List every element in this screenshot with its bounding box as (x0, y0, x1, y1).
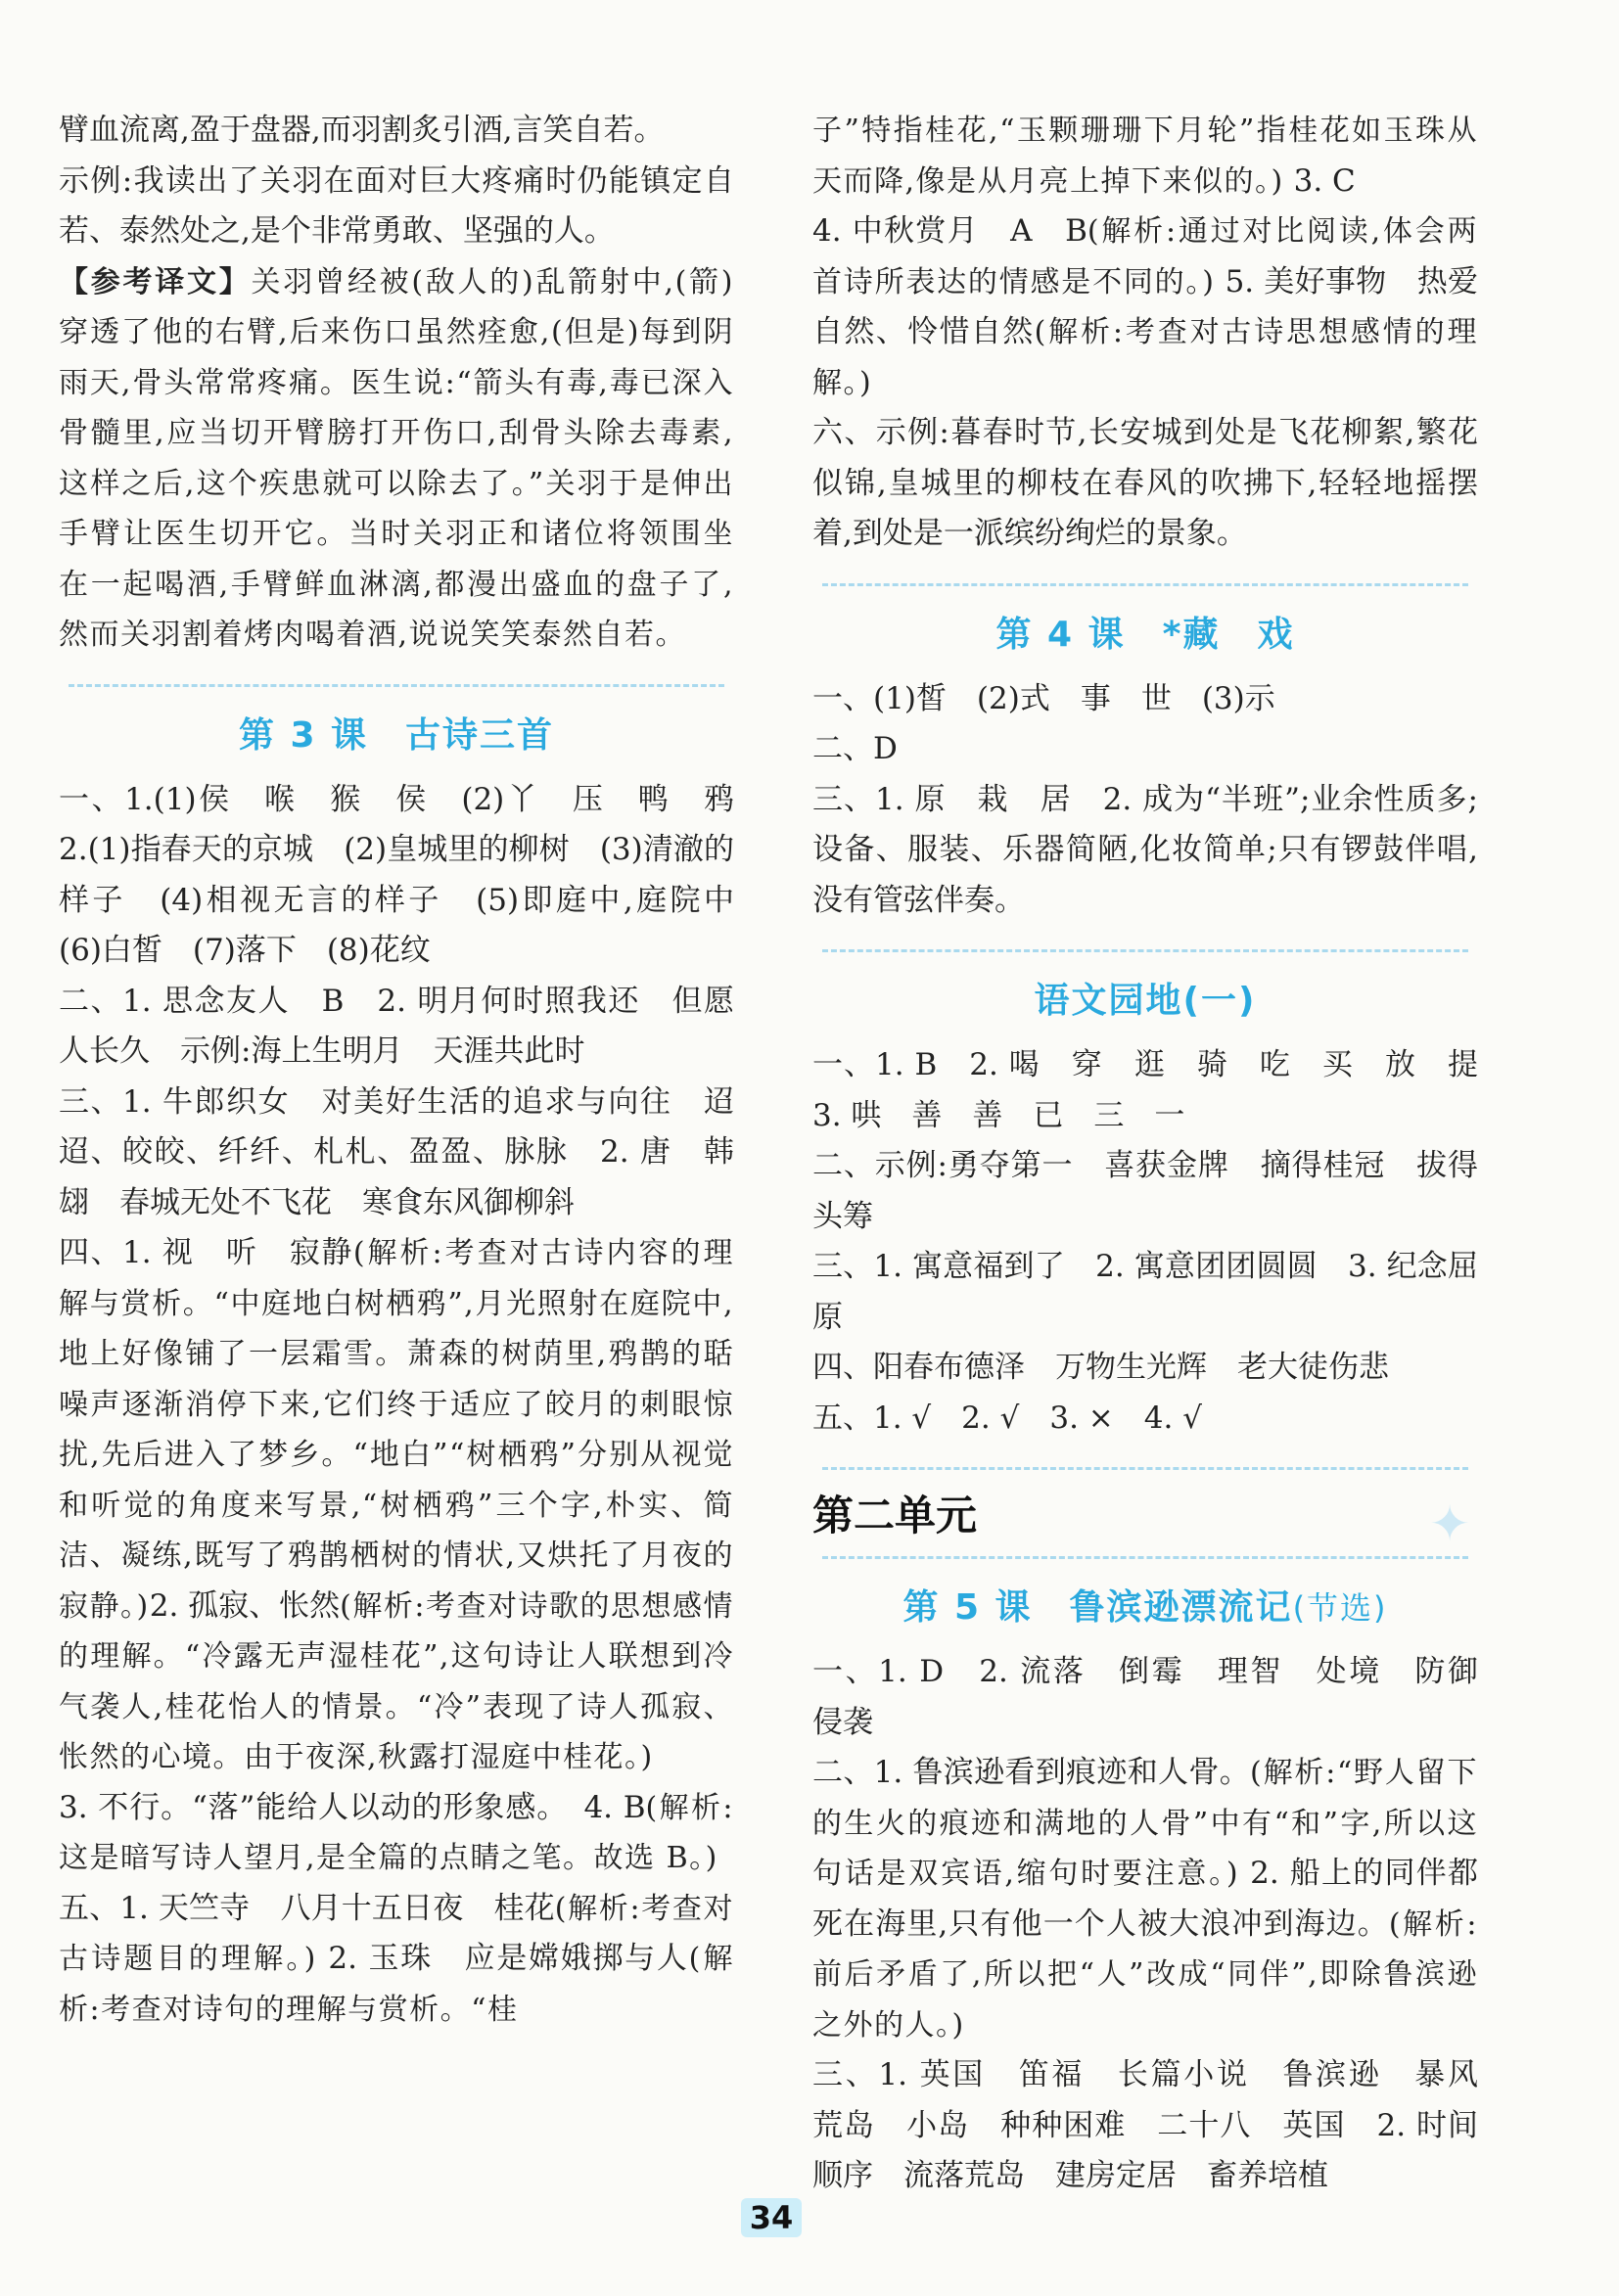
page-number: 34 (741, 2198, 802, 2237)
right-column (812, 106, 1508, 2202)
answer-item: 三、1. 寓意福到了 2. 寓意团团圆圆 3. 纪念屈原 (812, 1249, 1478, 1335)
unit-title: 第二单元 (812, 1492, 978, 1539)
answer-head: 4. 中秋赏月 A B (812, 213, 1087, 249)
answer-item (59, 1783, 734, 1884)
garden-title: 语文园地(一) (1034, 981, 1257, 1021)
answer-item: 三、1. 牛郎织女 对美好生活的追求与向往 迢迢、皎皎、纤纤、札札、盈盈、脉脉 2. 唐 韩翃 春城无处不飞花 寒食东风御柳斜 (59, 1083, 734, 1220)
explanation: (解析:“野人留下的生火的痕迹和满地的人骨”中有“和”字,所以这句话是双宾语,缩句时要注意。) (812, 1756, 1478, 1891)
lesson-title-3: 第 3 课 古诗三首 (238, 714, 555, 756)
section-divider (822, 949, 1468, 952)
answer-head: 3. C (1293, 162, 1356, 199)
section-divider (822, 1556, 1468, 1559)
section-divider (69, 684, 724, 687)
lesson-title-5 (812, 1579, 1478, 1637)
text-para: 臂血流离,盈于盘器,而羽割炙引酒,言笑自若。 (59, 113, 665, 148)
explanation: (解析:考查对古诗内容的理解与赏析。“中庭地白树栖鸦”,月光照射在庭院中,地上好像铺了一层霜雪。萧森的树荫里,鸦鹊的聒噪声逐渐消停下来,它们终于适应了皎月的刺眼惊扰,先后进入了梦乡。“地白”“树栖鸦”分别从视觉和听觉的角度来写景,“树栖鸦”三个字,朴实、简洁、凝练,既写了鸦鹊栖树的情状,又烘托了月夜的寂静。) (59, 1236, 734, 1624)
answer-head: 5. 美好事物 热爱自然、怜惜自然 (812, 263, 1478, 349)
lesson-title-4: 第 4 课 *藏 戏 (995, 614, 1295, 655)
translation-text: 关羽曾经被(敌人的)乱箭射中,(箭)穿透了他的右臂,后来伤口虽然痊愈,(但是)每到阴雨天,骨头常常疼痛。医生说:“箭头有毒,毒已深入骨髓里,应当切开臂膀打开伤口,刮骨头除去毒素,这样之后,这个疾患就可以除去了。”关羽于是伸出手臂让医生切开它。当时关羽正和诸位将领围坐在一起喝酒,手臂鲜血淋漓,都漫出盛血的盘子了,然而关羽割着烤肉喝着酒,说说笑笑泰然自若。 (59, 264, 735, 652)
explanation: (解析:考查对古诗题目的理解。) (59, 1891, 734, 1976)
answer-item: 三、1. 原 栽 居 2. 成为“半班”;业余性质多;设备、服装、乐器简陋,化妆简单;只有锣鼓伴唱,没有管弦伴奏。 (812, 781, 1478, 918)
answer-head: 四、1. 视 听 寂静 (59, 1235, 353, 1270)
answer-item (59, 1884, 734, 2036)
explanation: (解析:前后矛盾了,所以把“人”改成“同伴”,即除鲁滨逊之外的人。) (812, 1906, 1479, 2043)
answer-item: 五、1. √ 2. √ 3. × 4. √ (812, 1400, 1202, 1436)
left-column (59, 106, 764, 2035)
answer-item: 一、1. D 2. 流落 倒霉 理智 处境 防御 侵袭 (812, 1654, 1508, 1740)
answer-item: 一、(1)皙 (2)式 事 世 (3)示 (812, 680, 1275, 716)
translation-label: 【参考译文】 (59, 264, 252, 299)
answer-item: 四、阳春布德泽 万物生光辉 老大徒伤悲 (812, 1350, 1389, 1385)
answer-item (812, 207, 1478, 408)
explanation: (解析:考查对诗歌的思想感情的理解。“冷露无声湿桂花”,这句诗让人联想到冷气袭人,桂花怡人的情景。“冷”表现了诗人孤寂、怅然的心境。由于夜深,秋露打湿庭中桂花。) (59, 1588, 735, 1774)
answer-item (59, 1228, 734, 1783)
answer-item: 二、1. 思念友人 B 2. 明月何时照我还 但愿人长久 示例:海上生明月 天涯共此时 (59, 983, 734, 1069)
text-para: 示例:我读出了关羽在面对巨大疼痛时仍能镇定自若、泰然处之,是个非常勇敢、坚强的人。 (59, 162, 734, 249)
answer-head: 3. 不行。“落”能给人以动的形象感。 4. B (59, 1789, 646, 1825)
explanation: (解析:通过对比阅读,体会两首诗所表达的情感是不同的。) (812, 214, 1478, 299)
section-divider (822, 583, 1468, 586)
answer-item: 一、1.(1)侯 喉 猴 侯 (2)丫 压 鸭 鸦 2.(1)指春天的京城 (2)皇城里的柳树 (3)清澈的样子 (4)相视无言的样子 (5)即庭中,庭院中 (6)白皙 (7)落下 (8)花纹 (59, 781, 764, 968)
explanation: 子”特指桂花,“玉颗珊珊下月轮”指桂花如玉珠从天而降,像是从月亮上掉下来似的。) (812, 114, 1478, 199)
answer-item: 二、示例:勇夺第一 喜获金牌 摘得桂冠 拔得头筹 (812, 1148, 1478, 1234)
answer-head: 2. 玉珠 应是嫦娥掷与人 (328, 1941, 689, 1976)
answer-head: 五、1. 天竺寺 八月十五日夜 桂花 (59, 1890, 555, 1926)
section-divider (822, 1467, 1468, 1470)
explanation: (解析:考查对诗句的理解与赏析。“桂 (59, 1942, 734, 2027)
answer-item: 六、示例:暮春时节,长安城到处是飞花柳絮,繁花似锦,皇城里的柳枝在春风的吹拂下,轻轻地摇摆着,到处是一派缤纷绚烂的景象。 (812, 415, 1478, 551)
answer-item: 三、1. 英国 笛福 长篇小说 鲁滨逊 暴风 荒岛 小岛 种种困难 二十八 英国 2. 时间顺序 流落荒岛 建房定居 畜养培植 (812, 2057, 1508, 2193)
lesson-title-main: 第 5 课 鲁滨逊漂流记 (902, 1587, 1293, 1628)
translation-para (59, 257, 734, 661)
star-icon: ✦ (1429, 1495, 1470, 1552)
answer-head: 2. 孤寂、怅然 (149, 1587, 341, 1624)
unit-header (812, 1482, 1478, 1550)
answer-item (812, 106, 1478, 207)
lesson-title-note: (节选) (1292, 1589, 1388, 1627)
explanation: (解析:这是暗写诗人望月,是全篇的点睛之笔。故选 B。) (59, 1790, 734, 1875)
explanation: (解析:考查对古诗思想感情的理解。) (812, 315, 1478, 400)
answer-head: 二、1. 鲁滨逊看到痕迹和人骨。 (812, 1755, 1251, 1790)
answer-item: 二、D (812, 731, 898, 766)
answer-head: 2. 船上的同伴都死在海里,只有他一个人被大浪冲到海边。 (812, 1856, 1478, 1942)
answer-item (812, 1748, 1478, 2050)
answer-item: 一、1. B 2. 喝 穿 逛 骑 吃 买 放 提 3. 哄 善 善 已 三 一 (812, 1047, 1508, 1133)
